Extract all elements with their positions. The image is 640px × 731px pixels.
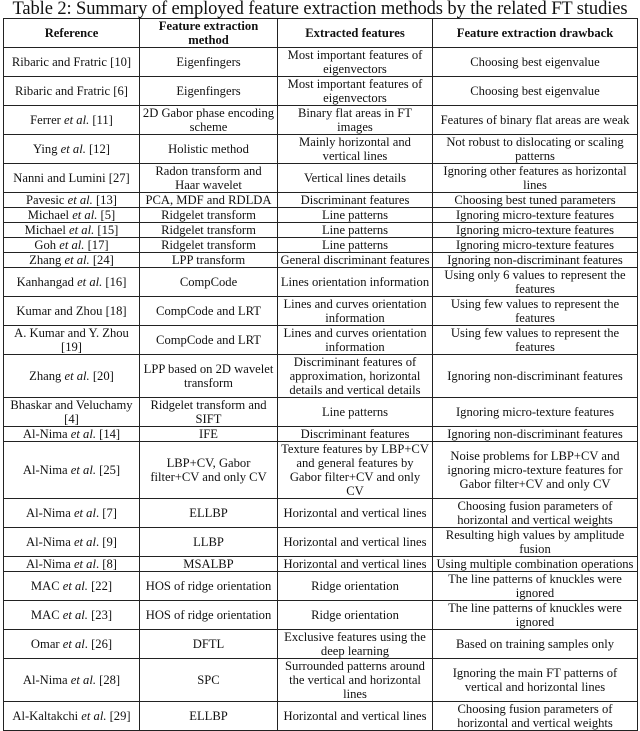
reference-name: Ribaric and Fratric [6] — [15, 84, 128, 98]
cell-reference — [4, 630, 140, 659]
cell-features: Texture features by LBP+CV and general features by Gabor filter+CV and only CV — [278, 442, 433, 499]
reference-name: Zhang — [29, 369, 65, 383]
cell-drawback: Ignoring non-discriminant features — [433, 427, 638, 442]
feature-extraction-table — [3, 18, 638, 731]
cell-drawback: Ignoring non-discriminant features — [433, 253, 638, 268]
header-drawback: Feature extraction drawback — [433, 19, 638, 48]
cell-features: Horizontal and vertical lines — [278, 702, 433, 731]
cell-reference — [4, 297, 140, 326]
cell-drawback: Noise problems for LBP+CV and ignoring micro-texture features for Gabor filter+CV and only CV — [433, 442, 638, 499]
reference-citation: [17] — [84, 238, 109, 252]
reference-name: Ribaric and Fratric [10] — [11, 55, 132, 69]
reference-citation: . [7] — [95, 506, 117, 520]
cell-reference — [4, 355, 140, 398]
reference-citation: [5] — [97, 208, 116, 222]
table-row — [4, 499, 638, 528]
cell-drawback: The line patterns of knuckles were ignored — [433, 572, 638, 601]
cell-method: Holistic method — [140, 135, 278, 164]
table-row — [4, 398, 638, 427]
cell-method: Eigenfingers — [140, 77, 278, 106]
reference-citation: [25] — [95, 463, 121, 477]
table-row — [4, 253, 638, 268]
cell-features: Exclusive features using the deep learning — [278, 630, 433, 659]
cell-reference — [4, 106, 140, 135]
cell-method: ELLBP — [140, 499, 278, 528]
table-row — [4, 48, 638, 77]
cell-reference — [4, 238, 140, 253]
reference-name: Kanhangad — [16, 275, 78, 289]
cell-features: Ridge orientation — [278, 572, 433, 601]
reference-et-al: et al. — [69, 223, 95, 237]
reference-name: Al-Nima — [26, 506, 74, 520]
cell-features: Horizontal and vertical lines — [278, 557, 433, 572]
cell-features: Line patterns — [278, 208, 433, 223]
cell-drawback: Based on training samples only — [433, 630, 638, 659]
table-row — [4, 106, 638, 135]
cell-reference — [4, 326, 140, 355]
cell-features: Line patterns — [278, 223, 433, 238]
cell-drawback: Choosing best eigenvalue — [433, 48, 638, 77]
reference-citation: [29] — [106, 709, 131, 723]
table-row — [4, 630, 638, 659]
cell-method: Ridgelet transform — [140, 238, 278, 253]
cell-reference — [4, 164, 140, 193]
cell-method: CompCode and LRT — [140, 297, 278, 326]
table-row — [4, 702, 638, 731]
cell-features: Surrounded patterns around the vertical and horizontal lines — [278, 659, 433, 702]
cell-drawback: Ignoring micro-texture features — [433, 398, 638, 427]
cell-method: CompCode and LRT — [140, 326, 278, 355]
cell-method: Ridgelet transform — [140, 223, 278, 238]
cell-reference — [4, 48, 140, 77]
cell-method: Ridgelet transform — [140, 208, 278, 223]
reference-name: Al-Nima — [26, 557, 74, 571]
table-row — [4, 572, 638, 601]
cell-drawback: Choosing fusion parameters of horizontal and vertical weights — [433, 702, 638, 731]
reference-citation: [22] — [87, 579, 113, 593]
reference-et-al: et al. — [64, 369, 90, 383]
cell-features: Line patterns — [278, 398, 433, 427]
reference-name: Al-Nima — [22, 673, 71, 687]
cell-features: Discriminant features of approximation, horizontal details and vertical details — [278, 355, 433, 398]
reference-citation: [20] — [89, 369, 114, 383]
reference-citation: . [8] — [95, 557, 117, 571]
table-row — [4, 208, 638, 223]
reference-citation: . [26] — [84, 637, 113, 651]
table-caption: Table 2: Summary of employed feature extraction methods by the related FT studies — [12, 0, 628, 19]
reference-et-al: et al — [73, 557, 96, 571]
reference-et-al: et al. — [67, 193, 93, 207]
cell-drawback: Using multiple combination operations — [433, 557, 638, 572]
reference-et-al: et al — [73, 535, 96, 549]
reference-et-al: et al. — [62, 608, 88, 622]
reference-name: Pavesic — [26, 193, 68, 207]
table-row — [4, 135, 638, 164]
cell-method: SPC — [140, 659, 278, 702]
cell-features: Horizontal and vertical lines — [278, 528, 433, 557]
cell-reference — [4, 398, 140, 427]
cell-method: LLBP — [140, 528, 278, 557]
reference-name: Ferrer — [30, 113, 65, 127]
cell-drawback: Using only 6 values to represent the features — [433, 268, 638, 297]
cell-drawback: Ignoring other features as horizontal lines — [433, 164, 638, 193]
cell-method: Eigenfingers — [140, 48, 278, 77]
table-row — [4, 528, 638, 557]
cell-drawback: Features of binary flat areas are weak — [433, 106, 638, 135]
reference-name: Al-Nima — [26, 535, 74, 549]
cell-reference — [4, 659, 140, 702]
cell-reference — [4, 572, 140, 601]
cell-features: Mainly horizontal and vertical lines — [278, 135, 433, 164]
table-row — [4, 326, 638, 355]
cell-method: LBP+CV, Gabor filter+CV and only CV — [140, 442, 278, 499]
cell-features: Vertical lines details — [278, 164, 433, 193]
reference-name: Al-Nima — [22, 427, 71, 441]
cell-method: IFE — [140, 427, 278, 442]
cell-reference — [4, 208, 140, 223]
cell-method: HOS of ridge orientation — [140, 601, 278, 630]
reference-name: Omar — [30, 637, 63, 651]
table-row — [4, 223, 638, 238]
cell-method: DFTL — [140, 630, 278, 659]
cell-reference — [4, 253, 140, 268]
reference-citation: [15] — [94, 223, 119, 237]
reference-et-al: et al. — [70, 673, 96, 687]
cell-method: MSALBP — [140, 557, 278, 572]
cell-method: Ridgelet transform and SIFT — [140, 398, 278, 427]
reference-name: Goh — [34, 238, 60, 252]
cell-features: Horizontal and vertical lines — [278, 499, 433, 528]
cell-drawback: Ignoring micro-texture features — [433, 208, 638, 223]
cell-features: Most important features of eigenvectors — [278, 48, 433, 77]
table-header-row — [4, 19, 638, 48]
reference-name: Nanni and Lumini [27] — [13, 171, 130, 185]
reference-et-al: et al. — [81, 709, 107, 723]
cell-method: LPP based on 2D wavelet transform — [140, 355, 278, 398]
reference-citation: [11] — [89, 113, 113, 127]
table-row — [4, 601, 638, 630]
reference-citation: [16] — [102, 275, 127, 289]
cell-features: Binary flat areas in FT images — [278, 106, 433, 135]
cell-reference — [4, 702, 140, 731]
cell-drawback: Ignoring micro-texture features — [433, 223, 638, 238]
cell-features: Discriminant features — [278, 193, 433, 208]
reference-et-al: et al. — [77, 275, 103, 289]
reference-name: Al-Kaltakchi — [12, 709, 82, 723]
cell-reference — [4, 77, 140, 106]
cell-method: PCA, MDF and RDLDA — [140, 193, 278, 208]
table-row — [4, 164, 638, 193]
header-method: Feature extraction method — [140, 19, 278, 48]
reference-name: Kumar and Zhou [18] — [16, 304, 127, 318]
table-row — [4, 193, 638, 208]
cell-drawback: The line patterns of knuckles were ignored — [433, 601, 638, 630]
cell-drawback: Resulting high values by amplitude fusion — [433, 528, 638, 557]
header-reference: Reference — [4, 19, 140, 48]
reference-et-al: et al — [62, 637, 85, 651]
cell-reference — [4, 528, 140, 557]
cell-features: Discriminant features — [278, 427, 433, 442]
reference-citation: [14] — [95, 427, 121, 441]
reference-et-al: et al. — [64, 253, 90, 267]
reference-citation: [24] — [89, 253, 114, 267]
cell-drawback: Using few values to represent the features — [433, 326, 638, 355]
cell-drawback: Choosing best eigenvalue — [433, 77, 638, 106]
table-row — [4, 77, 638, 106]
reference-et-al: et al. — [64, 113, 90, 127]
cell-method: CompCode — [140, 268, 278, 297]
cell-features: Lines orientation information — [278, 268, 433, 297]
reference-name: Ying — [33, 142, 61, 156]
reference-et-al: et al. — [60, 142, 86, 156]
cell-reference — [4, 193, 140, 208]
reference-citation: [23] — [87, 608, 113, 622]
reference-name: MAC — [30, 608, 63, 622]
reference-name: Bhaskar and Veluchamy [4] — [10, 398, 133, 426]
cell-reference — [4, 499, 140, 528]
reference-citation: . [9] — [95, 535, 117, 549]
table-row — [4, 557, 638, 572]
reference-et-al: et al. — [59, 238, 85, 252]
table-row — [4, 297, 638, 326]
reference-et-al: et al. — [72, 208, 98, 222]
table-row — [4, 238, 638, 253]
reference-name: Al-Nima — [22, 463, 71, 477]
reference-et-al: et al. — [62, 579, 88, 593]
cell-reference — [4, 601, 140, 630]
cell-reference — [4, 442, 140, 499]
reference-name: Michael — [27, 208, 73, 222]
cell-features: Lines and curves orientation information — [278, 326, 433, 355]
table-row — [4, 355, 638, 398]
reference-name: A. Kumar and Y. Zhou [19] — [14, 326, 129, 354]
reference-et-al: et al. — [70, 463, 96, 477]
table-body — [4, 48, 638, 731]
cell-features: Lines and curves orientation information — [278, 297, 433, 326]
reference-et-al: et al — [73, 506, 96, 520]
cell-drawback: Using few values to represent the features — [433, 297, 638, 326]
cell-method: HOS of ridge orientation — [140, 572, 278, 601]
reference-citation: [13] — [92, 193, 117, 207]
cell-drawback: Ignoring micro-texture features — [433, 238, 638, 253]
reference-et-al: et al. — [70, 427, 96, 441]
table-row — [4, 442, 638, 499]
cell-drawback: Choosing best tuned parameters — [433, 193, 638, 208]
reference-citation: [12] — [85, 142, 110, 156]
cell-reference — [4, 268, 140, 297]
cell-drawback: Ignoring the main FT patterns of vertical and horizontal lines — [433, 659, 638, 702]
cell-method: LPP transform — [140, 253, 278, 268]
cell-features: Line patterns — [278, 238, 433, 253]
table-row — [4, 268, 638, 297]
cell-drawback: Ignoring non-discriminant features — [433, 355, 638, 398]
table-row — [4, 659, 638, 702]
cell-method: ELLBP — [140, 702, 278, 731]
cell-reference — [4, 223, 140, 238]
cell-drawback: Choosing fusion parameters of horizontal and vertical weights — [433, 499, 638, 528]
cell-features: Ridge orientation — [278, 601, 433, 630]
cell-method: Radon transform and Haar wavelet — [140, 164, 278, 193]
table-row — [4, 427, 638, 442]
reference-name: Michael — [24, 223, 70, 237]
reference-name: MAC — [30, 579, 63, 593]
cell-features: General discriminant features — [278, 253, 433, 268]
header-features: Extracted features — [278, 19, 433, 48]
cell-features: Most important features of eigenvectors — [278, 77, 433, 106]
cell-drawback: Not robust to dislocating or scaling patterns — [433, 135, 638, 164]
cell-method: 2D Gabor phase encoding scheme — [140, 106, 278, 135]
reference-name: Zhang — [29, 253, 65, 267]
reference-citation: [28] — [95, 673, 121, 687]
cell-reference — [4, 557, 140, 572]
cell-reference — [4, 427, 140, 442]
cell-reference — [4, 135, 140, 164]
